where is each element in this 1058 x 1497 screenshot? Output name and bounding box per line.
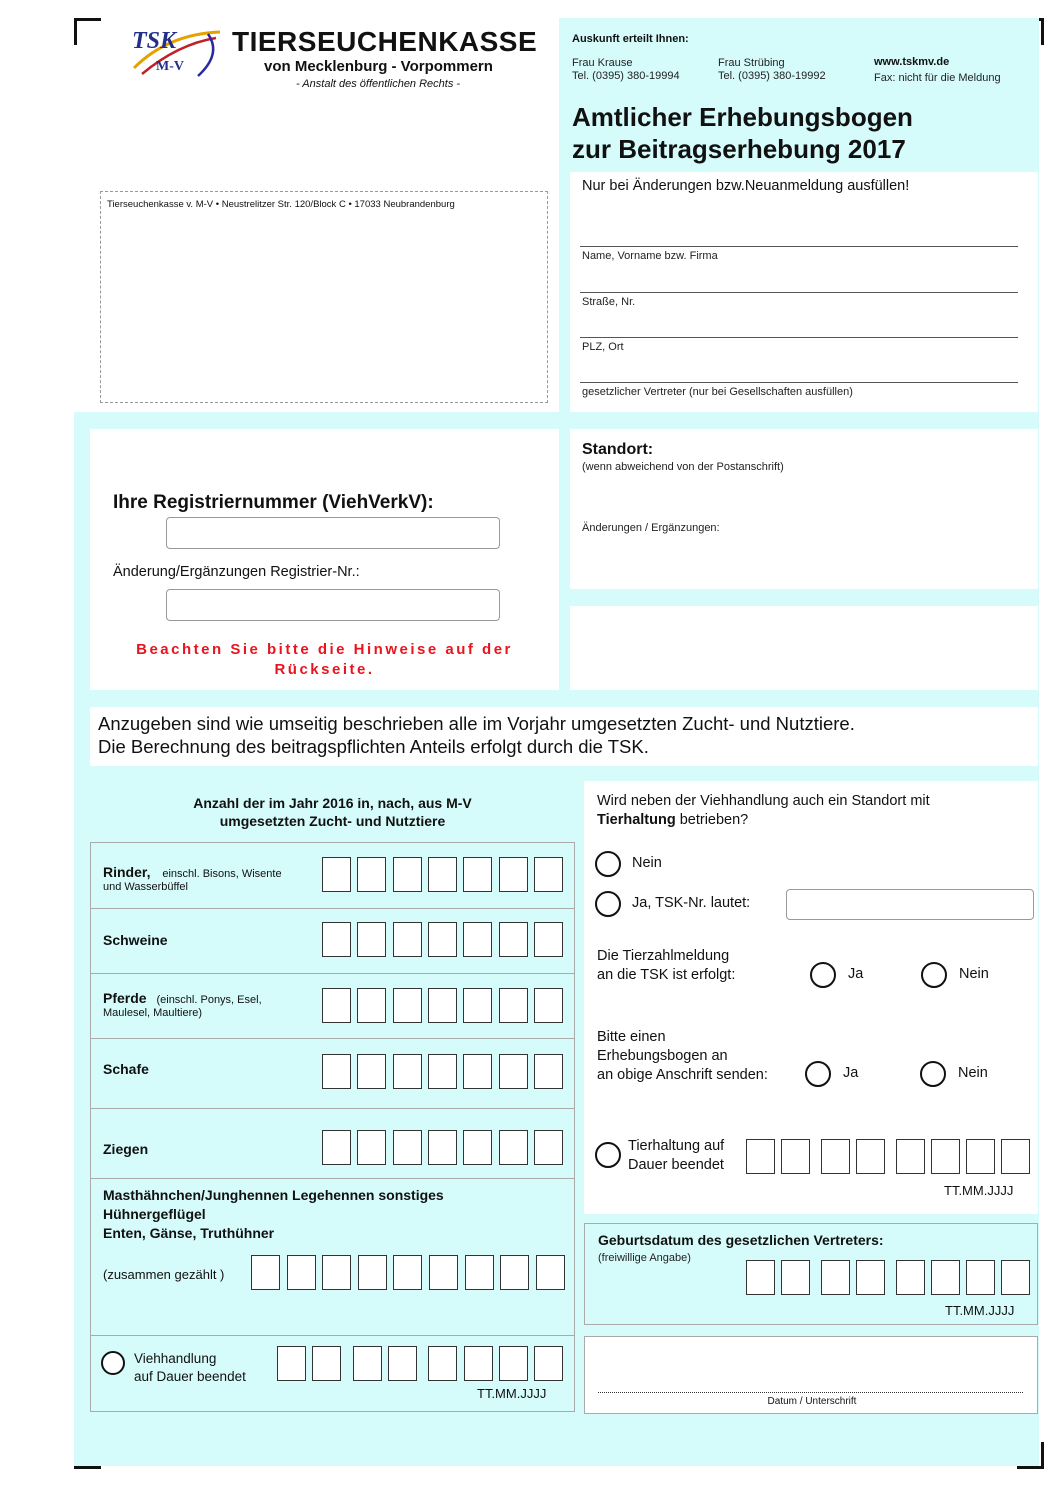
- digit-box[interactable]: [499, 1054, 528, 1089]
- digit-box[interactable]: [463, 857, 492, 892]
- digit-box[interactable]: [428, 1054, 457, 1089]
- changes-city-label: PLZ, Ort: [582, 341, 624, 353]
- keeping-question-rest: betrieben?: [675, 812, 749, 828]
- digit-box[interactable]: [464, 1346, 493, 1381]
- registration-panel: [90, 429, 559, 690]
- digit-box[interactable]: [500, 1255, 529, 1290]
- send-yes-radio[interactable]: [805, 1061, 831, 1087]
- form-title-line-1: Amtlicher Erhebungsbogen: [572, 102, 913, 132]
- digit-box[interactable]: [821, 1260, 850, 1295]
- digit-box[interactable]: [322, 1130, 351, 1165]
- digit-box[interactable]: [357, 988, 386, 1023]
- rinder-name: Rinder,: [103, 864, 151, 880]
- send-yes-label: Ja: [843, 1065, 859, 1081]
- tsk-number-input[interactable]: [786, 889, 1034, 920]
- digit-box[interactable]: [966, 1260, 995, 1295]
- digit-box[interactable]: [312, 1346, 341, 1381]
- digit-box[interactable]: [499, 922, 528, 957]
- keeping-no-label: Nein: [632, 855, 662, 871]
- report-no-radio[interactable]: [921, 962, 947, 988]
- report-line-2: an die TSK ist erfolgt:: [597, 967, 736, 983]
- address-window: [100, 191, 548, 403]
- keeping-ended-line-2: Dauer beendet: [628, 1157, 724, 1173]
- report-no-label: Nein: [959, 966, 989, 982]
- digit-box[interactable]: [534, 1054, 563, 1089]
- digit-box[interactable]: [428, 857, 457, 892]
- report-yes-radio[interactable]: [810, 962, 836, 988]
- digit-box[interactable]: [357, 922, 386, 957]
- sender-line: Tierseuchenkasse v. M-V • Neustrelitzer Str. 120/Block C • 17033 Neubrandenburg: [107, 199, 455, 210]
- trade-ended-label-2: auf Dauer beendet: [134, 1369, 246, 1384]
- digit-box[interactable]: [251, 1255, 280, 1290]
- schafe-label: Schafe: [103, 1061, 149, 1077]
- pferde-detail-2: Maulesel, Maultiere): [103, 1007, 203, 1019]
- changes-name-line: [580, 246, 1018, 247]
- registration-notice-line-2: Rückseite.: [274, 661, 375, 678]
- trade-ended-date-format: TT.MM.JJJJ: [477, 1386, 547, 1401]
- instructions-line-1: Anzugeben sind wie umseitig beschrieben alle im Vorjahr umgesetzten Zucht- und Nutztiere.: [98, 713, 855, 734]
- digit-box[interactable]: [393, 857, 422, 892]
- digit-box[interactable]: [388, 1346, 417, 1381]
- send-no-radio[interactable]: [920, 1061, 946, 1087]
- digit-box[interactable]: [428, 1346, 457, 1381]
- digit-box[interactable]: [821, 1139, 850, 1174]
- send-line-1: Bitte einen: [597, 1029, 666, 1045]
- digit-box[interactable]: [322, 1054, 351, 1089]
- digit-box[interactable]: [322, 1255, 351, 1290]
- digit-box[interactable]: [393, 1255, 422, 1290]
- poultry-note: (zusammen gezählt ): [103, 1267, 225, 1282]
- digit-box[interactable]: [499, 857, 528, 892]
- location-subheading: (wenn abweichend von der Postanschrift): [582, 461, 784, 473]
- digit-box[interactable]: [931, 1260, 960, 1295]
- row-separator: [91, 973, 574, 974]
- digit-box[interactable]: [463, 1130, 492, 1165]
- changes-representative-line: [580, 382, 1018, 383]
- contact-person-2-name: Frau Strübing: [718, 57, 785, 69]
- animals-heading-line-1: Anzahl der im Jahr 2016 in, nach, aus M-V: [193, 795, 472, 811]
- digit-box[interactable]: [534, 1130, 563, 1165]
- report-yes-label: Ja: [848, 966, 864, 982]
- signature-panel[interactable]: [584, 1336, 1038, 1414]
- location-notes-panel[interactable]: [570, 606, 1038, 690]
- digit-box[interactable]: [465, 1255, 494, 1290]
- trade-ended-label-1: Viehhandlung: [134, 1351, 217, 1366]
- digit-box[interactable]: [534, 988, 563, 1023]
- digit-box[interactable]: [277, 1346, 306, 1381]
- birthdate-heading: Geburtsdatum des gesetzlichen Vertreters:: [598, 1232, 884, 1248]
- svg-text:M-V: M-V: [156, 59, 184, 74]
- registration-change-label: Änderung/Ergänzungen Registrier-Nr.:: [113, 564, 360, 580]
- changes-panel: [570, 172, 1038, 412]
- contact-heading: Auskunft erteilt Ihnen:: [572, 33, 689, 45]
- digit-box[interactable]: [358, 1255, 387, 1290]
- report-line-1: Die Tierzahlmeldung: [597, 948, 730, 964]
- digit-box[interactable]: [856, 1139, 885, 1174]
- digit-box[interactable]: [353, 1346, 382, 1381]
- contact-person-1-name: Frau Krause: [572, 57, 633, 69]
- digit-box[interactable]: [499, 988, 528, 1023]
- instructions-line-2: Die Berechnung des beitragspflichten Anteils erfolgt durch die TSK.: [98, 736, 649, 757]
- contact-person-2-tel: Tel. (0395) 380-19992: [718, 70, 826, 82]
- send-no-label: Nein: [958, 1065, 988, 1081]
- contact-person-1-tel: Tel. (0395) 380-19994: [572, 70, 680, 82]
- digit-box[interactable]: [746, 1260, 775, 1295]
- fax-note: Fax: nicht für die Meldung: [874, 72, 1001, 84]
- changes-name-label: Name, Vorname bzw. Firma: [582, 250, 718, 262]
- digit-box[interactable]: [429, 1255, 458, 1290]
- changes-heading: Nur bei Änderungen bzw.Neuanmeldung ausfüllen!: [582, 178, 910, 194]
- registration-notice-line-1: Beachten Sie bitte die Hinweise auf der: [136, 641, 513, 658]
- digit-box[interactable]: [428, 988, 457, 1023]
- digit-box[interactable]: [463, 1054, 492, 1089]
- row-separator: [91, 1178, 574, 1179]
- send-line-2: Erhebungsbogen an: [597, 1048, 728, 1064]
- poultry-label-line-3: Enten, Gänse, Truthühner: [103, 1225, 275, 1241]
- registration-number-input[interactable]: [166, 517, 500, 549]
- changes-street-label: Straße, Nr.: [582, 296, 636, 308]
- digit-box[interactable]: [287, 1255, 316, 1290]
- digit-box[interactable]: [536, 1255, 565, 1290]
- digit-box[interactable]: [428, 1130, 457, 1165]
- digit-box[interactable]: [966, 1139, 995, 1174]
- keeping-ended-radio[interactable]: [595, 1142, 621, 1168]
- digit-box[interactable]: [781, 1139, 810, 1174]
- digit-box[interactable]: [499, 1346, 528, 1381]
- tsk-logo: [128, 24, 224, 80]
- row-separator: [91, 1108, 574, 1109]
- rinder-label: [103, 864, 282, 880]
- registration-change-input[interactable]: [166, 589, 500, 621]
- digit-box[interactable]: [463, 922, 492, 957]
- keeping-question-bold: Tierhaltung: [597, 812, 676, 828]
- birthdate-subheading: (freiwillige Angabe): [598, 1252, 691, 1264]
- digit-box[interactable]: [357, 1054, 386, 1089]
- org-legal: - Anstalt des öffentlichen Rechts -: [296, 78, 461, 90]
- org-region: von Mecklenburg - Vorpommern: [264, 58, 493, 75]
- digit-box[interactable]: [534, 1346, 563, 1381]
- row-separator: [91, 1038, 574, 1039]
- keeping-no-radio[interactable]: [595, 851, 621, 877]
- changes-street-line: [580, 292, 1018, 293]
- digit-box[interactable]: [931, 1139, 960, 1174]
- animals-heading-line-2: umgesetzten Zucht- und Nutztiere: [219, 813, 446, 829]
- changes-representative-label: gesetzlicher Vertreter (nur bei Gesellschaften ausfüllen): [582, 386, 853, 398]
- pferde-detail-1: (einschl. Ponys, Esel,: [156, 994, 262, 1006]
- location-heading: Standort:: [582, 441, 654, 458]
- digit-box[interactable]: [393, 988, 422, 1023]
- birthdate-date-format: TT.MM.JJJJ: [945, 1303, 1015, 1318]
- rinder-detail-1: einschl. Bisons, Wisente: [162, 868, 282, 880]
- digit-box[interactable]: [322, 922, 351, 957]
- keeping-question-line-2: [597, 812, 748, 828]
- digit-box[interactable]: [896, 1139, 925, 1174]
- ziegen-label: Ziegen: [103, 1141, 149, 1157]
- corner-mark-top-left: [74, 18, 101, 45]
- digit-box[interactable]: [357, 857, 386, 892]
- digit-box[interactable]: [1001, 1260, 1030, 1295]
- digit-box[interactable]: [499, 1130, 528, 1165]
- changes-city-line: [580, 337, 1018, 338]
- keeping-yes-radio[interactable]: [595, 891, 621, 917]
- digit-box[interactable]: [856, 1260, 885, 1295]
- digit-box[interactable]: [463, 988, 492, 1023]
- svg-text:TSK: TSK: [132, 28, 177, 54]
- digit-box[interactable]: [393, 1054, 422, 1089]
- digit-box[interactable]: [322, 857, 351, 892]
- digit-box[interactable]: [896, 1260, 925, 1295]
- form-title-line-2: zur Beitragserhebung 2017: [572, 134, 906, 164]
- keeping-yes-label: Ja, TSK-Nr. lautet:: [632, 895, 751, 911]
- signature-label: Datum / Unterschrift: [767, 1396, 857, 1407]
- digit-box[interactable]: [393, 922, 422, 957]
- row-separator: [91, 1335, 574, 1336]
- send-line-3: an obige Anschrift senden:: [597, 1067, 768, 1083]
- digit-box[interactable]: [781, 1260, 810, 1295]
- trade-ended-radio[interactable]: [101, 1351, 125, 1375]
- digit-box[interactable]: [534, 857, 563, 892]
- digit-box[interactable]: [534, 922, 563, 957]
- poultry-label-line-1: Masthähnchen/Junghennen Legehennen sonstiges: [103, 1187, 444, 1203]
- keeping-question-line-1: Wird neben der Viehhandlung auch ein Standort mit: [597, 793, 930, 809]
- org-name: TIERSEUCHENKASSE: [232, 26, 538, 57]
- pferde-label: [103, 990, 262, 1006]
- keeping-ended-line-1: Tierhaltung auf: [628, 1138, 725, 1154]
- schweine-label: Schweine: [103, 932, 168, 948]
- signature-line: [598, 1392, 1023, 1393]
- website-link[interactable]: www.tskmv.de: [874, 56, 950, 68]
- digit-box[interactable]: [1001, 1139, 1030, 1174]
- row-separator: [91, 908, 574, 909]
- instructions-panel: [90, 707, 1038, 766]
- digit-box[interactable]: [357, 1130, 386, 1165]
- digit-box[interactable]: [322, 988, 351, 1023]
- location-changes-label: Änderungen / Ergänzungen:: [582, 522, 720, 534]
- digit-box[interactable]: [428, 922, 457, 957]
- digit-box[interactable]: [746, 1139, 775, 1174]
- poultry-label-line-2: Hühnergeflügel: [103, 1206, 206, 1222]
- digit-box[interactable]: [393, 1130, 422, 1165]
- location-panel: [570, 429, 1038, 589]
- pferde-name: Pferde: [103, 990, 147, 1006]
- keeping-ended-date-format: TT.MM.JJJJ: [944, 1183, 1014, 1198]
- rinder-detail-2: und Wasserbüffel: [103, 881, 188, 893]
- registration-heading: Ihre Registriernummer (ViehVerkV):: [113, 492, 434, 513]
